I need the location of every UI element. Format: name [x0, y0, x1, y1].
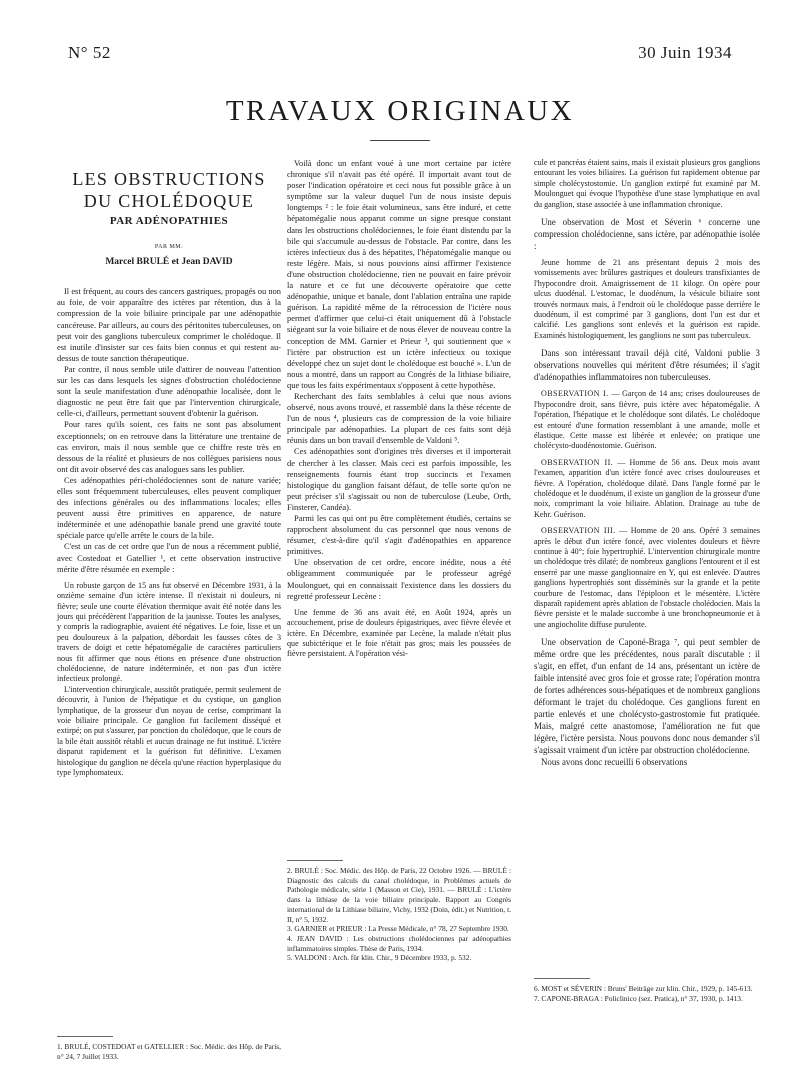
- footnote-block: [287, 850, 511, 963]
- article-title-line-2: DU CHOLÉDOQUE: [83, 191, 255, 211]
- observation-3: [534, 526, 760, 630]
- footnote: 2. BRULÉ : Soc. Médic. des Hôp. de Paris, 22 Octobre 1926. — BRULÉ : Diagnostic des calculs du canal cholédoque, in Problèmes actuels de Pathologie médicale, série 1 (Masson et Cie), 1931. — BRULÉ : L'ictère dans la lithiase de la voie biliaire principale. Rapport au Congrès international de la Lithiase biliaire, Vichy, 1932 (Doin, édit.) et Nutrition, t. II, n° 5, 1932.: [287, 866, 511, 924]
- paragraph: Recherchant des faits semblables à celui que nous avions observé, nous avons trouvé, et rassemblé dans la thèse récente de l'un de nous ⁴, plusieurs cas de compression de la voie biliaire principale par adénopathies. La plupart de ces faits sont déjà réunis dans un bon travail d'ensemble de Valdoni ⁵.: [287, 390, 511, 446]
- column-1: [57, 158, 281, 1061]
- article-title-line-1: LES OBSTRUCTIONS: [72, 169, 266, 189]
- section-title: TRAVAUX ORIGINAUX: [225, 95, 575, 127]
- case-report-paragraph: Jeune homme de 21 ans présentant depuis 2 mois des vomissements avec brûlures gastriques et douleurs transfixiantes de l'hypocondre droit. Amaigrissement de 11 kilogr. On opère pour ulcus duodénal. L'estomac, le duodénum, la vésicule biliaire sont trouvés normaux mais, à l'endroit où le cholédoque passe derrière le duodénum, il est comprimé par 3 ganglions, dont l'un est dur et calcifié. Les ganglions sont enlevés et la guérison est rapide. Examinés histologiquement, les ganglions ne sont pas tuberculeux.: [534, 258, 760, 340]
- observation-text: — Homme de 20 ans. Opéré 3 semaines après le début d'un ictère foncé, avec violentes douleurs et fièvre continue à 40°; foie hypertrophié. L'intervention chirurgicale montre un cholédoque très dilaté; de nombreux ganglions l'entourent et il est enserré par une masse ganglionnaire en Y, qui est enlevée. D'autres ganglions hypertrophiés sont disséminés sur la grande et la petite courbure de l'estomac, dans l'épiploon et le mésentère. L'ictère disparaît rapidement après ablation de l'obstacle cholédocien. Mais la fièvre persiste et le malade succombe à une bronchopneumonie et à une angiocholite diffuse purulente.: [534, 526, 760, 629]
- paragraph: Par contre, il nous semble utile d'attirer de nouveau l'attention sur les cas dans lesquels les signes d'obstruction cholédocienne sont la seule manifestation d'une adénopathie localisée, dont le diagnostic ne peut être fait que par l'intervention chirurgicale, celle-ci, d'ailleurs, permettant souvent d'obtenir la guérison.: [57, 363, 281, 419]
- footnote: 4. JEAN DAVID : Les obstructions cholédociennes par adénopathies inflammatoires simples. Thèse de Paris, 1934.: [287, 933, 511, 953]
- paragraph: Ces adénopathies péri-cholédociennes sont de nature variée; elles sont fréquemment tuberculeuses, elles peuvent compliquer des infections générales ou des inflammations locales; elles peuvent aussi être primitives en apparence, de nature indéterminée et une adénopathie banale prend une gravité toute spéciale parce qu'elle arrête le cours de la bile.: [57, 474, 281, 541]
- article-title-block: [57, 168, 281, 268]
- paragraph: Ces adénopathies sont d'origines très diverses et il importerait de chercher à les classer. Mais ceci est parfois impossible, les renseignements fournis étant trop succincts et l'examen histologique du ganglion faisant défaut, de telle sorte qu'on ne peut préciser s'il s'agissait ou non de tuberculose (Leube, Orth, Finsterer, Candéa).: [287, 446, 511, 512]
- footnote-block: [534, 968, 760, 1003]
- footnote-rule: [534, 978, 590, 979]
- article-title-line-3: PAR ADÉNOPATHIES: [109, 215, 229, 227]
- observation-label: OBSERVATION I.: [541, 389, 609, 399]
- title-divider: [370, 140, 430, 141]
- paragraph: C'est un cas de cet ordre que l'un de nous a récemment publié, avec Costedoat et Gatellier ¹, et cette observation instructive mérite d'être résumée en exemple :: [57, 541, 281, 574]
- observation-1: [534, 389, 760, 451]
- paragraph: Il est fréquent, au cours des cancers gastriques, propagés ou non au foie, de voir apparaître des ictères par rétention, dus à la compression de la voie biliaire principale par une adénopathie cancéreuse. Par ailleurs, au cours des péritonites tuberculeuses, on peut voir des ganglions tuberculeux comprimer le cholédoque. Il est inutile d'insister sur ces faits bien connus et qui restent au-dessus de toute sanction thérapeutique.: [57, 286, 281, 363]
- footnote: 6. MOST et SÉVERIN : Bruns' Beiträge zur klin. Chir., 1929, p. 145-613.: [534, 984, 753, 993]
- paragraph: Voilà donc un enfant voué à une mort certaine par ictère chronique s'il n'avait pas été opéré. Il importait avant tout de poser l'indication opératoire et ceci nous fut possible grâce à un symptôme sur la valeur duquel l'un de nous insiste depuis longtemps ² : le foie était volumineux, sans être induré, et cette hépatomégalie nous apparut comme un signe presque constant dans les obstructions cholédociennes, le foie étant distendu par la bile qui s'accumule au-dessus de l'obstacle. Par contre, dans les ictères infectieux dus à des hépatites, l'hépatomégalie manque ou reste légère. Mais, si nous pouvions ainsi affirmer l'existence d'une obstruction cholédocienne, rien ne pouvait en faire prévoir la nature et ce fut une découverte opératoire que cette adénopathie, unique et banale, dont l'ablation entraîna une rapide guérison. La rapidité même de la rétrocession de l'ictère nous permet d'affirmer que celui-ci était uniquement dû à l'obstacle siégeant sur la voie biliaire et de nous élever de nouveau contre la conception de MM. Garnier et Prieur ³, qui soutiennent que « l'ictère par obstruction est un ictère infectieux ou toxique développé chez un sujet dont le cholédoque est bouché ». L'un de nous a montré, dans un rapport au Congrès de la lithiase biliaire, que tous les faits expérimentaux s'opposent à cette hypothèse.: [287, 158, 511, 390]
- issue-date: 30 Juin 1934: [638, 43, 732, 62]
- case-report-paragraph: cule et pancréas étaient sains, mais il existait plusieurs gros ganglions entourant les voies biliaires. La guérison fut rapidement obtenue par simple cholécystostomie. Un ganglion extirpé fut examiné par M. Moulonguet qui évoque l'hypothèse d'une stase lymphatique en aval du ganglion, stase associée à une inflammation chronique.: [534, 158, 760, 209]
- article-byline-prefix: PAR MM.: [154, 244, 184, 251]
- article-authors: Marcel BRULÉ et Jean DAVID: [105, 257, 233, 268]
- paragraph: Une observation de Caponé-Braga ⁷, qui peut sembler de même ordre que les précédentes, nous paraît discutable : il s'agit, en effet, d'un enfant de 14 ans, présentant un ictère de faible intensité avec gros foie et grosse rate; l'opération montra de fortes adhérences sous-hépatiques et de nombreux ganglions déformant le trajet du cholédoque. Ces ganglions furent en partie enlevés et une cholécysto-gastrostomie fut pratiquée. Mais, malgré cette anastomose, l'amélioration ne fut que légère, l'ictère persista. Nous pouvons donc nous demander s'il s'agissait vraiment d'un ictère par obstruction cholédocienne.: [534, 637, 760, 756]
- footnote-rule: [57, 1036, 113, 1037]
- footnote: 3. GARNIER et PRIEUR : La Presse Médicale, n° 78, 27 Septembre 1930.: [287, 924, 509, 934]
- paragraph: Une observation de Most et Séverin ⁶ concerne une compression cholédocienne, sans ictère, par adénopathie isolée :: [534, 217, 760, 252]
- column-2: [287, 158, 511, 963]
- column-3: [534, 158, 761, 1003]
- observation-label: OBSERVATION III.: [541, 526, 616, 536]
- paragraph: Parmi les cas qui ont pu être complètement étudiés, certains se rapprochent absolument du cas personnel que nous venons de résumer, c'est-à-dire qu'il s'agit d'adénopathies en apparence primitives.: [287, 513, 511, 557]
- paragraph: Pour rares qu'ils soient, ces faits ne sont pas absolument exceptionnels; on en retrouve dans la littérature une trentaine de cas environ, mais il nous semble que ce chiffre reste très en dessous de la réalité et plusieurs de nos collègues parisiens nous ont dit avoir observé des cas analogues sans les publier.: [57, 419, 281, 474]
- case-report-paragraph: Une femme de 36 ans avait été, en Août 1924, après un accouchement, prise de douleurs épigastriques, avec fièvre élevée et ictère. En Décembre, examinée par Lecène, la malade n'était plus que subictérique et le foie n'était pas gros; mais les poussées de fièvre persistaient. A l'opération vési-: [287, 607, 511, 659]
- observation-text: — Homme de 56 ans. Deux mois avant l'examen, apparition d'un ictère foncé avec crises douloureuses et fièvre. A l'opération, cholédoque dilaté. Dans l'angle formé par le cholédoque et le duodénum, il existe un ganglion de la grosseur d'une noix, comprimant la voie biliaire. Ablation. Drainage au tube de Kehr. Guérison.: [534, 457, 760, 519]
- paragraph: Nous avons donc recueilli 6 observations: [541, 757, 688, 768]
- footnote: 1. BRULÉ, COSTEDOAT et GATELLIER : Soc. Médic. des Hôp. de Paris, n° 24, 7 Juillet 1933.: [57, 1042, 281, 1061]
- footnote: 5. VALDONI : Arch. für klin. Chir., 9 Décembre 1933, p. 532.: [287, 953, 472, 963]
- observation-label: OBSERVATION II.: [541, 457, 614, 467]
- observation-text: — Garçon de 14 ans; crises douloureuses de l'hypocondre droit, sans fièvre, puis ictère avec hépatomégalie. A l'opération, l'hépatique et le cholédoque sont dilatés. Le cholédoque est entouré d'une formation ressemblant à une amande, molle et élastique. Cette masse est libérée et enlevée; on pratique une cholécysto-duodénostomie. Guérison.: [534, 389, 761, 451]
- case-report-paragraph: Un robuste garçon de 15 ans fut observé en Décembre 1931, à la onzième semaine d'un ictère intense. Il n'existait ni douleurs, ni fièvre; seule une courte élévation thermique avait été notée dans les jours qui précédèrent l'apparition de la jaunisse. Toutes les analyses, y compris la radiographie, avaient été négatives. Le foie, lisse et un peu douloureux à la palpation, débordait les fausses côtes de 3 travers de doigt et cette hépatomégalie de caractères particuliers nous fit affirmer que nous étions en présence d'une obstruction cholédocienne, de nature indéterminée, et non pas d'un ictère infectieux prolongé.: [57, 580, 281, 684]
- footnote-block: [57, 1026, 281, 1061]
- issue-number: N° 52: [68, 43, 111, 62]
- footnote: 7. CAPONE-BRAGA : Policlinico (sez. Pratica), n° 37, 1930, p. 1413.: [534, 993, 743, 1003]
- case-report-paragraph: L'intervention chirurgicale, aussitôt pratiquée, permit seulement de découvrir, à l'union de l'hépatique et du cystique, un ganglion lymphatique, de la grosseur d'un noyau de cerise, comprimant la voie biliaire principale. Ce ganglion fut facilement disséqué et extirpé; on put s'assurer, par ponction du cholédoque, que le cours de la bile était aussitôt rétabli et aucun drainage ne fut institué. L'ictère disparut rapidement et la guérison fut définitive. L'examen histologique du ganglion ne décela qu'une réaction hyperplasique du type lymphomateux.: [57, 684, 281, 778]
- footnote-rule: [287, 860, 343, 861]
- paragraph: Dans son intéressant travail déjà cité, Valdoni publie 3 observations nouvelles qui méritent d'être résumées; il s'agit d'adénopathies inflammatoires non tuberculeuses.: [534, 348, 760, 383]
- observation-2: [534, 458, 760, 520]
- paragraph: Une observation de cet ordre, encore inédite, nous a été obligeamment communiquée par le professeur agrégé Moulonguet, qui en connaissait l'existence dans les dossiers du regretté professeur Lecène :: [287, 557, 511, 601]
